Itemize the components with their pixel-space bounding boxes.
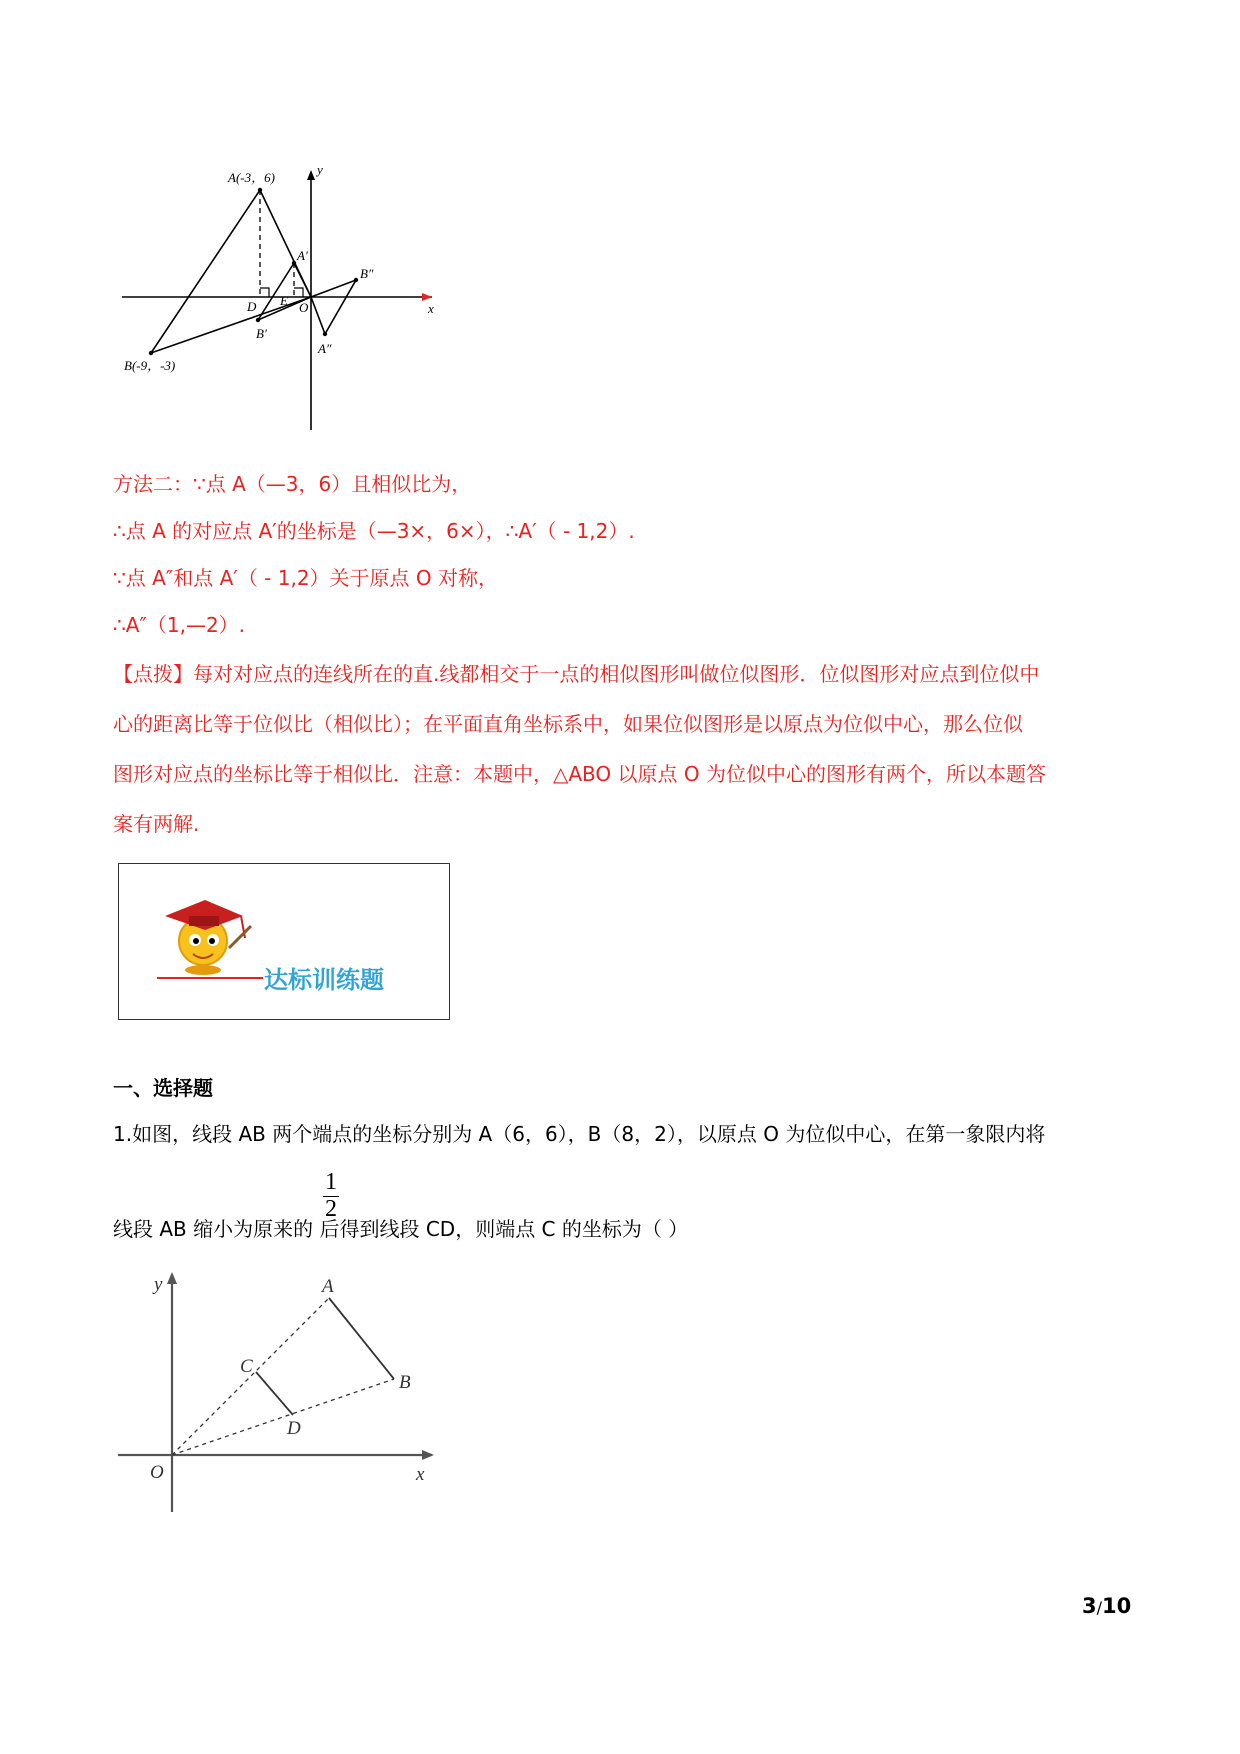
figure-1-diagram (110, 160, 450, 440)
page-number (1082, 1594, 1131, 1618)
y-axis-arrow (307, 170, 315, 180)
banner-red-line (157, 977, 263, 979)
graduate-mascot-icon (155, 886, 255, 986)
tip-line-1: 【点拨】每对对应点的连线所在的直.线都相交于一点的相似图形叫做位似图形．位似图形对应点到位似中 (113, 662, 1040, 686)
label-B: B(-9，-3) (124, 358, 176, 373)
triangle-A2B2O (311, 280, 356, 334)
triangle-ABO (151, 190, 311, 353)
fraction-denominator: 2 (325, 1196, 337, 1222)
page-total: 10 (1102, 1594, 1132, 1618)
segment-CD (256, 1372, 293, 1415)
segment-AB (329, 1298, 394, 1379)
label-A: A (322, 1276, 334, 1297)
label-O: O (299, 300, 309, 315)
method2-line-4: ∴A″（1,—2）. (113, 613, 246, 637)
label-O: O (150, 1462, 164, 1483)
x-axis-arrow (422, 1450, 434, 1460)
label-D: D (247, 299, 257, 314)
right-angle-D (260, 288, 269, 297)
axis-x-label: x (428, 301, 434, 316)
label-A-prime: A′ (297, 248, 308, 263)
method2-line-3: ∵点 A″和点 A′（ - 1,2）关于原点 O 对称， (113, 566, 499, 590)
label-B: B (399, 1372, 411, 1393)
banner-title: 达标训练题 (264, 966, 384, 994)
label-A-double-prime: A″ (318, 341, 332, 356)
axis-y-label: y (317, 162, 323, 177)
question-1-line-2-text: 线段 AB 缩小为原来的 后得到线段 CD，则端点 C 的坐标为（ ） (113, 1217, 689, 1241)
question-1-line-1: 1.如图，线段 AB 两个端点的坐标分别为 A（6，6），B（8，2），以原点 O 为位似中心，在第一象限内将 (113, 1122, 1046, 1146)
label-D: D (287, 1418, 301, 1439)
x-axis-arrow (422, 293, 432, 301)
axis-y-label: y (154, 1274, 163, 1295)
method2-line-1: 方法二：∵点 A（—3，6）且相似比为， (113, 472, 472, 496)
label-E: E (280, 293, 288, 308)
section-banner (118, 863, 450, 1020)
tip-line-2: 心的距离比等于位似比（相似比）；在平面直角坐标系中，如果位似图形是以原点为位似中心，那么位似 (113, 712, 1023, 736)
fraction-numerator: 1 (325, 1169, 337, 1195)
tip-line-4: 案有两解. (113, 812, 200, 836)
label-B-prime: B′ (256, 326, 267, 341)
axis-x-label: x (416, 1464, 425, 1485)
tip-line-3: 图形对应点的坐标比等于相似比．注意：本题中，△ABO 以原点 O 为位似中心的图形有两个，所以本题答 (113, 762, 1046, 786)
label-C: C (240, 1356, 253, 1377)
label-B-double-prime: B″ (360, 266, 374, 281)
dashed-OB (172, 1379, 394, 1455)
page-separator: / (1096, 1598, 1103, 1617)
label-A: A(-3，6) (228, 170, 275, 185)
method2-line-2: ∴点 A 的对应点 A′的坐标是（—3×，6×），∴A′（ - 1,2）. (113, 519, 635, 543)
section-title: 一、选择题 (113, 1076, 213, 1100)
question-1-line-2 (113, 1213, 688, 1242)
right-angle-E (294, 288, 303, 297)
page-current: 3 (1082, 1594, 1097, 1618)
figure-2-diagram (110, 1262, 440, 1522)
y-axis-arrow (167, 1272, 177, 1284)
